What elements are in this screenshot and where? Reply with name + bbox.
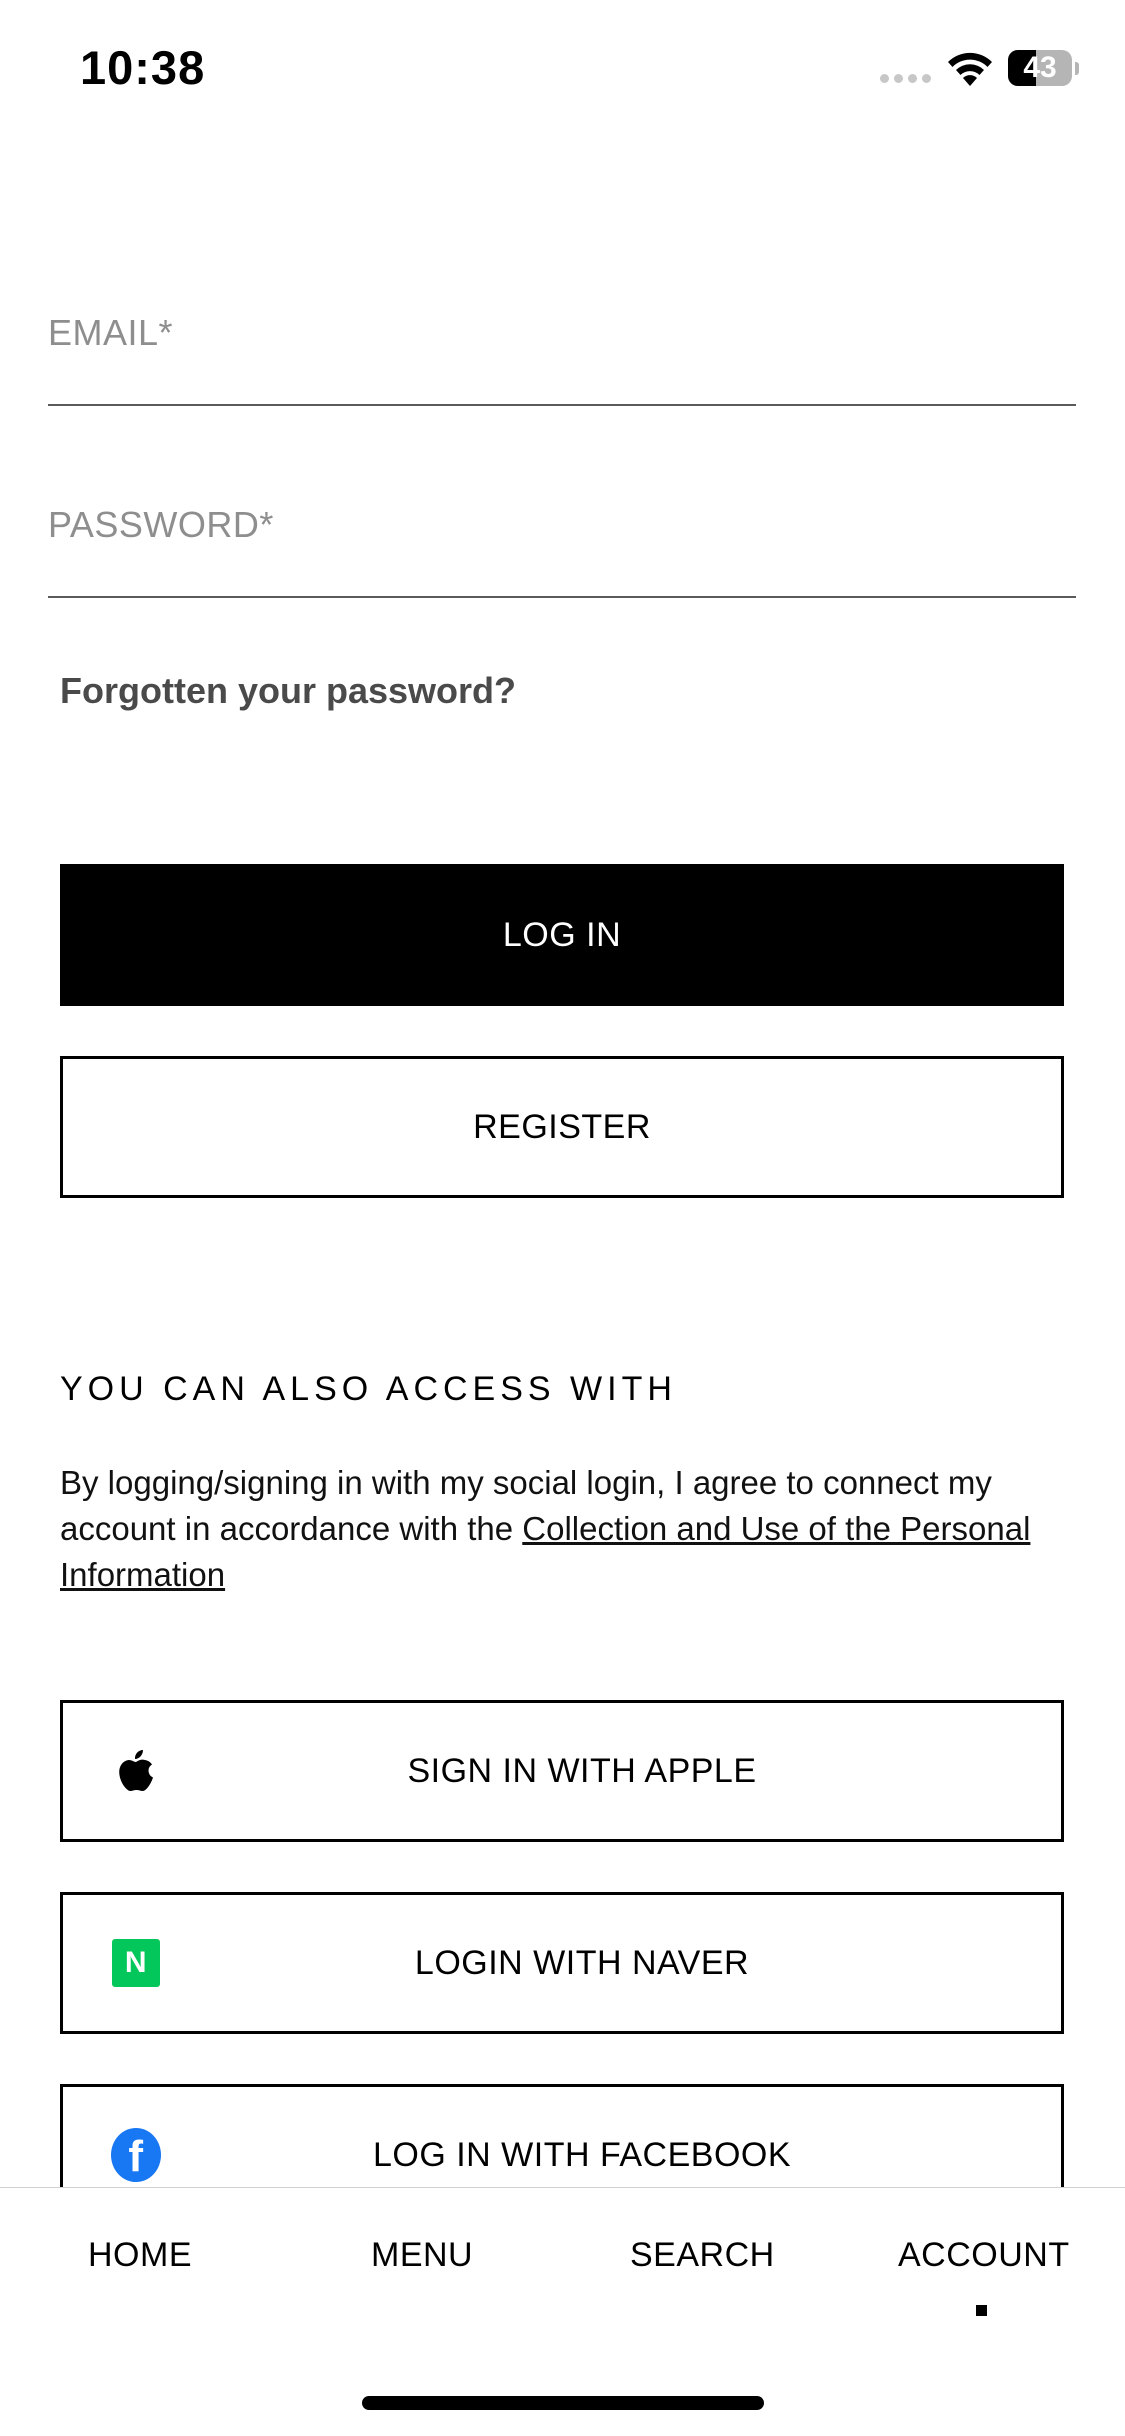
tab-search[interactable]: SEARCH bbox=[630, 2236, 775, 2274]
apple-signin-label: SIGN IN WITH APPLE bbox=[407, 1751, 757, 1790]
personal-information-link[interactable]: Collection and Use of the Personal Information bbox=[60, 1510, 1031, 1593]
naver-login-label: LOGIN WITH NAVER bbox=[414, 1943, 750, 1982]
login-button[interactable]: LOG IN bbox=[60, 864, 1064, 1006]
email-label: EMAIL* bbox=[48, 312, 174, 353]
password-field[interactable] bbox=[48, 482, 1076, 598]
facebook-login-label: LOG IN WITH FACEBOOK bbox=[372, 2135, 792, 2174]
tab-menu[interactable]: MENU bbox=[371, 2236, 474, 2274]
facebook-logo: f bbox=[111, 2128, 161, 2182]
consent-body: By logging/signing in with my social login, I agree to connect my account in accordance with the bbox=[60, 1464, 992, 1547]
password-input[interactable] bbox=[48, 502, 1076, 552]
register-button[interactable]: REGISTER bbox=[60, 1056, 1064, 1198]
wifi-icon bbox=[945, 48, 995, 88]
social-section-title: YOU CAN ALSO ACCESS WITH bbox=[60, 1370, 677, 1408]
cellular-signal-icon bbox=[880, 74, 931, 83]
apple-icon bbox=[111, 1746, 161, 1796]
naver-logo: N bbox=[112, 1939, 160, 1987]
tab-account[interactable]: ACCOUNT bbox=[898, 2236, 1070, 2274]
naver-login-button[interactable] bbox=[60, 1892, 1064, 2034]
email-input[interactable] bbox=[48, 310, 1076, 360]
facebook-icon bbox=[111, 2130, 161, 2180]
home-indicator[interactable] bbox=[362, 2396, 764, 2410]
naver-icon bbox=[111, 1938, 161, 1988]
battery-level: 43 bbox=[1023, 51, 1057, 84]
forgot-password-link[interactable]: Forgotten your password? bbox=[60, 670, 517, 711]
consent-text bbox=[60, 1460, 1080, 1598]
tab-home[interactable]: HOME bbox=[88, 2236, 192, 2274]
battery-icon bbox=[1008, 50, 1080, 88]
status-time: 10:38 bbox=[80, 41, 206, 94]
active-tab-indicator bbox=[976, 2305, 987, 2316]
apple-signin-button[interactable] bbox=[60, 1700, 1064, 1842]
email-field[interactable] bbox=[48, 290, 1076, 406]
password-label: PASSWORD* bbox=[48, 504, 274, 545]
